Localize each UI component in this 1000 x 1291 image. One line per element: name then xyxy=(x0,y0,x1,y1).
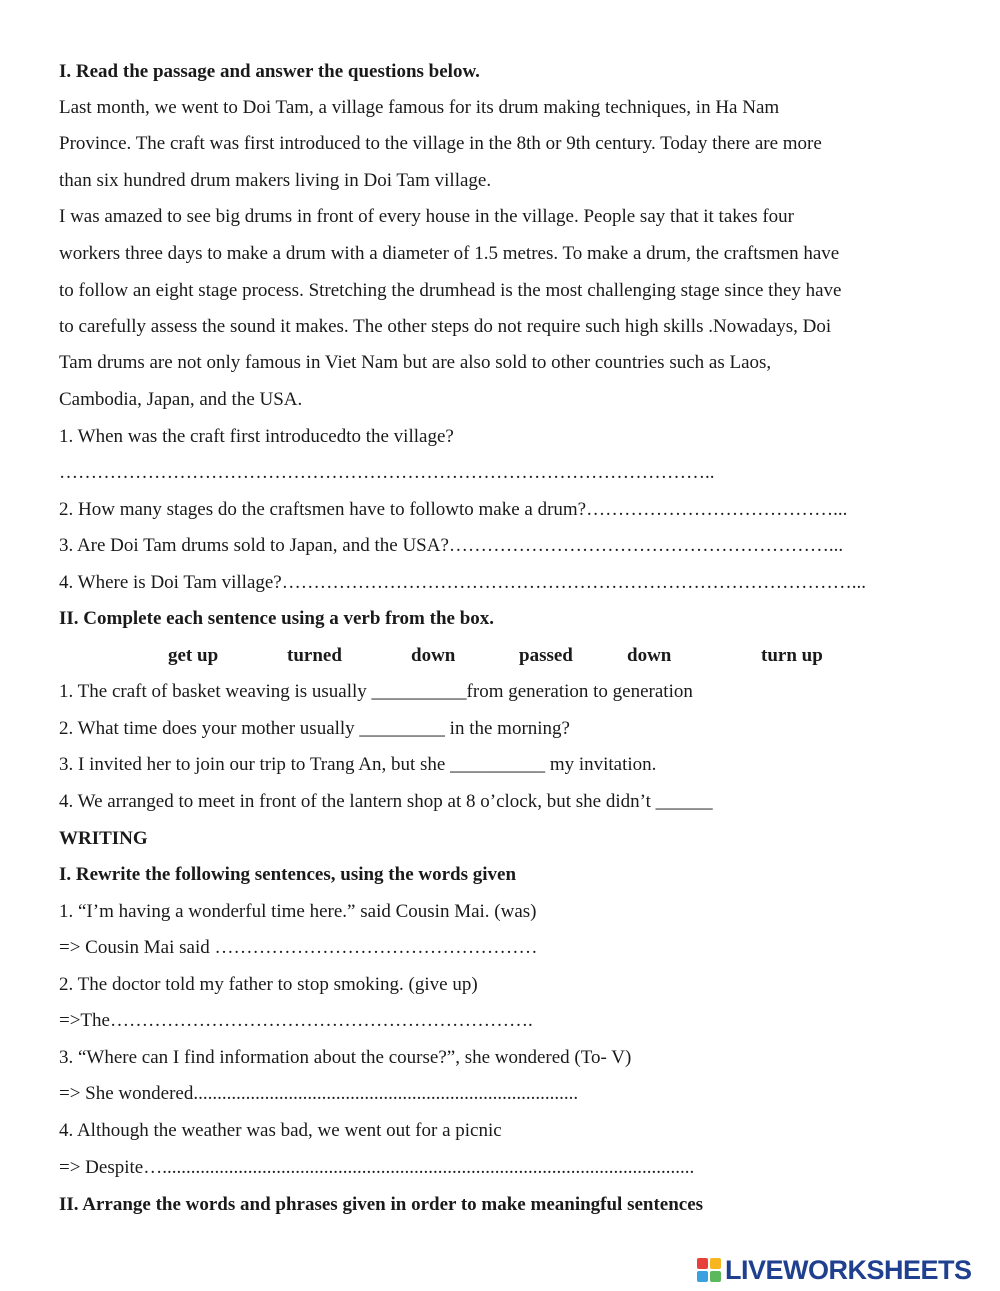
word-box xyxy=(0,644,1000,668)
passage-line: Tam drums are not only famous in Viet Nam but are also sold to other countries such as Laos, xyxy=(59,352,772,373)
reading-heading: I. Read the passage and answer the questions below. xyxy=(59,61,480,82)
complete-sentence[interactable]: 1. The craft of basket weaving is usually __________from generation to generation xyxy=(59,681,693,702)
reading-question[interactable]: 3. Are Doi Tam drums sold to Japan, and the USA?……………………………………………………... xyxy=(59,535,844,556)
passage-line: to carefully assess the sound it makes. The other steps do not require such high skills .Nowadays, Doi xyxy=(59,316,832,337)
passage-line: I was amazed to see big drums in front of every house in the village. People say that it takes four xyxy=(59,206,794,227)
complete-sentence[interactable]: 4. We arranged to meet in front of the lantern shop at 8 o’clock, but she didn’t ______ xyxy=(59,791,713,812)
passage-line: Last month, we went to Doi Tam, a village famous for its drum making techniques, in Ha Nam xyxy=(59,97,780,118)
rewrite-prompt: 2. The doctor told my father to stop smoking. (give up) xyxy=(59,974,478,995)
passage-line: workers three days to make a drum with a diameter of 1.5 metres. To make a drum, the craftsmen have xyxy=(59,243,840,264)
logo-square xyxy=(710,1271,721,1282)
rewrite-prompt: 1. “I’m having a wonderful time here.” said Cousin Mai. (was) xyxy=(59,901,537,922)
complete-sentence[interactable]: 2. What time does your mother usually _________ in the morning? xyxy=(59,718,570,739)
logo-text: LIVEWORKSHEETS xyxy=(725,1255,972,1285)
rewrite-answer[interactable]: =>The…………………………………………………………. xyxy=(59,1010,533,1031)
box-word: turn up xyxy=(761,645,823,666)
reading-question[interactable]: 2. How many stages do the craftsmen have to followto make a drum?…………………………………... xyxy=(59,499,848,520)
logo-grid-icon xyxy=(697,1258,721,1282)
answer-blank[interactable]: ………………………………………………………………………………………….. xyxy=(59,462,715,483)
rewrite-heading: I. Rewrite the following sentences, using the words given xyxy=(59,864,517,885)
rewrite-prompt: 4. Although the weather was bad, we went out for a picnic xyxy=(59,1120,502,1141)
logo-square xyxy=(710,1258,721,1269)
rewrite-answer[interactable]: => Despite…................................................................................................................ xyxy=(59,1157,695,1178)
rewrite-answer[interactable]: => Cousin Mai said …………………………………………… xyxy=(59,937,538,958)
rewrite-answer[interactable]: => She wondered................................................................................. xyxy=(59,1083,579,1104)
box-word: turned xyxy=(287,645,342,666)
liveworksheets-logo xyxy=(697,1255,997,1285)
box-word: down xyxy=(411,645,456,666)
complete-heading: II. Complete each sentence using a verb from the box. xyxy=(59,608,495,629)
arrange-heading: II. Arrange the words and phrases given in order to make meaningful sentences xyxy=(59,1194,704,1215)
passage-line: Province. The craft was first introduced to the village in the 8th or 9th century. Today there are more xyxy=(59,133,822,154)
passage-line: Cambodia, Japan, and the USA. xyxy=(59,389,303,410)
box-word: get up xyxy=(168,645,219,666)
passage-line: to follow an eight stage process. Stretching the drumhead is the most challenging stage since they have xyxy=(59,280,842,301)
complete-sentence[interactable]: 3. I invited her to join our trip to Trang An, but she __________ my invitation. xyxy=(59,754,657,775)
box-word: passed xyxy=(519,645,573,666)
passage-line: than six hundred drum makers living in Doi Tam village. xyxy=(59,170,492,191)
logo-square xyxy=(697,1258,708,1269)
writing-title: WRITING xyxy=(59,828,148,849)
reading-question[interactable]: 4. Where is Doi Tam village?………………………………………………………………………………... xyxy=(59,572,866,593)
logo-square xyxy=(697,1271,708,1282)
reading-question: 1. When was the craft first introducedto the village? xyxy=(59,426,454,447)
box-word: down xyxy=(627,645,672,666)
rewrite-prompt: 3. “Where can I find information about the course?”, she wondered (To- V) xyxy=(59,1047,632,1068)
